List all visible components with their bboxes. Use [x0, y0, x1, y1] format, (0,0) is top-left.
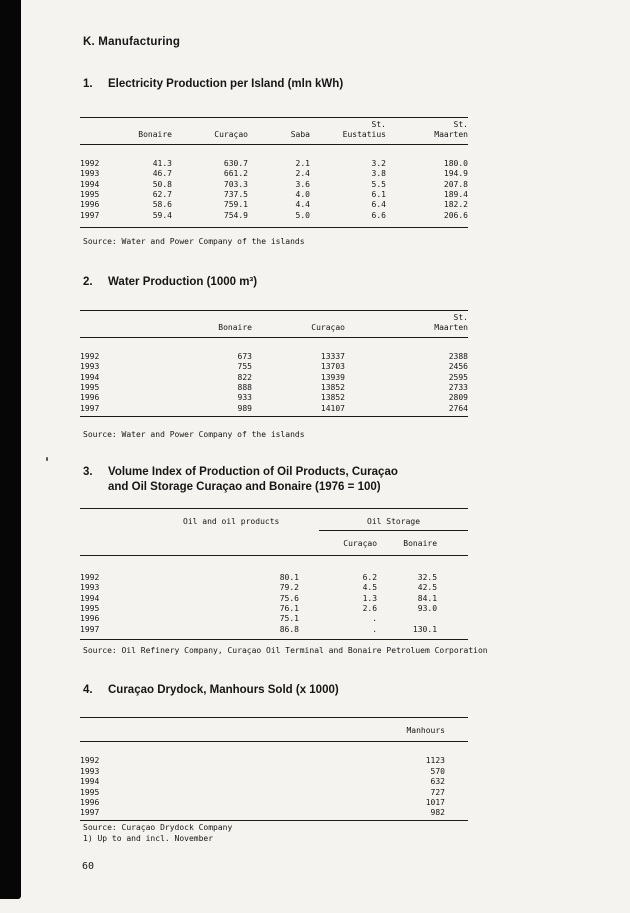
page-number: 60 — [82, 861, 95, 872]
col-header: Bonaire — [132, 323, 252, 337]
spacer-cell — [437, 604, 468, 614]
table-row — [80, 373, 468, 383]
spacer-cell — [80, 718, 132, 742]
col-header: Saba — [248, 130, 310, 144]
table-cell: 59.4 — [152, 210, 172, 220]
table-row — [80, 777, 468, 787]
table-row — [80, 200, 468, 210]
table-cell: 189.4 — [443, 190, 468, 200]
table-cell: 2733 — [448, 383, 468, 393]
table-cell: 822 — [237, 372, 252, 382]
table-row — [80, 190, 468, 200]
section-heading-2 — [83, 275, 257, 290]
table-row — [80, 555, 468, 583]
spacer-cell — [299, 625, 319, 640]
year-cell: 1995 — [80, 604, 100, 614]
header-row — [80, 130, 468, 144]
spacer-cell — [299, 594, 319, 604]
col-header-top: St. — [453, 120, 468, 129]
table-electricity-production — [80, 117, 468, 228]
year-cell: 1992 — [80, 351, 100, 361]
spacer-cell — [299, 614, 319, 624]
spacer-cell — [80, 531, 319, 555]
table-row — [80, 583, 468, 593]
table-cell: 42.5 — [417, 583, 438, 593]
table-cell: 989 — [237, 403, 252, 413]
table-cell: 933 — [237, 393, 252, 403]
group-header-row — [80, 509, 468, 531]
section-number: 4. — [83, 684, 93, 696]
table-row — [80, 404, 468, 417]
table-row — [80, 614, 468, 624]
table-cell: 755 — [237, 362, 252, 372]
table-row — [80, 808, 468, 820]
table-cell: 75.6 — [279, 593, 299, 603]
col-header-top — [132, 311, 252, 324]
table-source: Source: Water and Power Company of the islands — [83, 237, 305, 246]
col-header: Maarten — [345, 323, 468, 337]
section-title — [108, 465, 398, 495]
year-cell: 1992 — [80, 756, 100, 766]
table-cell: 206.6 — [443, 210, 468, 220]
table-cell: 2764 — [448, 403, 468, 413]
table-cell: 86.8 — [279, 624, 299, 634]
table-cell: 630.7 — [223, 158, 248, 168]
table-cell: . — [372, 614, 378, 624]
spacer-cell — [437, 531, 468, 555]
table-cell: 2.6 — [362, 604, 378, 614]
table-cell: 570 — [430, 766, 445, 776]
table-row — [80, 169, 468, 179]
section-title: Electricity Production per Island (mln kWh) — [108, 78, 344, 90]
year-cell: 1997 — [80, 808, 100, 818]
table-cell: 6.4 — [371, 200, 386, 210]
year-cell: 1995 — [80, 383, 100, 393]
spacer-cell — [445, 718, 468, 742]
scan-edge-bar — [0, 0, 21, 899]
section-title-line1: Volume Index of Production of Oil Products, Curaçao — [108, 466, 398, 478]
year-cell: 1994 — [80, 593, 100, 603]
year-cell: 1992 — [80, 158, 100, 168]
table-cell: 2.4 — [295, 169, 310, 179]
chapter-title: K. Manufacturing — [83, 36, 181, 48]
table-cell: 673 — [237, 351, 252, 361]
spacer-cell — [80, 323, 132, 337]
table-cell: 5.0 — [295, 210, 310, 220]
spacer-cell — [299, 583, 319, 593]
year-cell: 1993 — [80, 583, 100, 593]
table-water-production — [80, 310, 468, 417]
table-cell: 2.1 — [295, 158, 310, 168]
table-cell: 661.2 — [223, 169, 248, 179]
year-cell: 1993 — [80, 766, 100, 776]
col-header: Curaçao — [252, 323, 345, 337]
table-row — [80, 767, 468, 777]
year-cell: 1994 — [80, 372, 100, 382]
year-cell: 1997 — [80, 624, 100, 634]
spacer-cell — [80, 311, 132, 324]
table-cell: 207.8 — [443, 179, 468, 189]
section-title: Curaçao Drydock, Manhours Sold (x 1000) — [108, 684, 339, 696]
table-cell: 737.5 — [223, 190, 248, 200]
table-cell: 1.3 — [362, 593, 378, 603]
year-cell: 1995 — [80, 787, 100, 797]
table-cell: 182.2 — [443, 200, 468, 210]
table-cell: 4.5 — [362, 583, 378, 593]
table-source: Source: Curaçao Drydock Company — [83, 823, 233, 832]
table-row — [80, 788, 468, 798]
table-cell: 2595 — [448, 372, 468, 382]
table-cell: 727 — [430, 787, 445, 797]
header-row — [80, 531, 468, 555]
table-cell: 80.1 — [279, 572, 299, 582]
year-cell: 1993 — [80, 169, 100, 179]
header-row-top — [80, 311, 468, 324]
spacer-cell — [445, 777, 468, 787]
table-cell: 93.0 — [417, 604, 438, 614]
table-cell: 5.5 — [371, 179, 386, 189]
col-header-top — [172, 118, 248, 131]
table-cell: 41.3 — [152, 158, 172, 168]
table-cell: 13852 — [320, 393, 345, 403]
table-row — [80, 337, 468, 362]
table-cell: 4.4 — [295, 200, 310, 210]
spacer-cell — [445, 767, 468, 777]
col-header: Curaçao — [319, 531, 377, 555]
table-footnote: 1) Up to and incl. November — [83, 834, 214, 843]
col-header: Bonaire — [132, 130, 172, 144]
table-cell: 754.9 — [223, 210, 248, 220]
spacer-cell — [445, 798, 468, 808]
table-row — [80, 742, 468, 767]
col-header-top — [248, 118, 310, 131]
table-cell: 2456 — [448, 362, 468, 372]
scan-speck — [46, 457, 48, 461]
table-cell: 13852 — [320, 383, 345, 393]
header-row — [80, 718, 468, 742]
table-cell: 50.8 — [152, 179, 172, 189]
table-row — [80, 180, 468, 190]
table-cell: 32.5 — [417, 572, 438, 582]
table-cell: 1017 — [425, 798, 445, 808]
year-cell: 1995 — [80, 190, 100, 200]
spacer-cell — [80, 130, 132, 144]
table-cell: 6.2 — [362, 572, 378, 582]
year-cell: 1993 — [80, 362, 100, 372]
year-cell: 1992 — [80, 572, 100, 582]
table-row — [80, 604, 468, 614]
section-number: 1. — [83, 78, 93, 90]
table-cell — [377, 614, 437, 624]
year-cell: 1997 — [80, 210, 100, 220]
year-cell: 1996 — [80, 200, 100, 210]
table-row — [80, 393, 468, 403]
table-cell: 2809 — [448, 393, 468, 403]
table-cell: 759.1 — [223, 200, 248, 210]
table-cell: 3.8 — [371, 169, 386, 179]
year-cell: 1994 — [80, 179, 100, 189]
table-row — [80, 594, 468, 604]
table-cell: 703.3 — [223, 179, 248, 189]
year-cell: 1996 — [80, 798, 100, 808]
table-row — [80, 211, 468, 228]
col-header: Curaçao — [172, 130, 248, 144]
col-header-top — [132, 118, 172, 131]
spacer-cell — [445, 808, 468, 820]
col-header: Eustatius — [310, 130, 386, 144]
table-cell: 76.1 — [279, 604, 299, 614]
table-cell: 632 — [430, 777, 445, 787]
spacer-cell — [437, 625, 468, 640]
col-header-top — [252, 311, 345, 324]
col-header: Maarten — [386, 130, 468, 144]
group-header-oil-products: Oil and oil products — [183, 517, 280, 527]
table-row — [80, 798, 468, 808]
table-cell: 2388 — [448, 351, 468, 361]
section-heading-1 — [83, 77, 343, 92]
spacer-cell — [445, 742, 468, 767]
table-cell: 14107 — [320, 403, 345, 413]
header-row — [80, 323, 468, 337]
col-header-top: St. — [453, 313, 468, 322]
group-header-oil-storage: Oil Storage — [319, 509, 468, 531]
table-cell: 13703 — [320, 362, 345, 372]
table-cell: 58.6 — [152, 200, 172, 210]
spacer-cell — [437, 583, 468, 593]
table-cell: . — [372, 624, 378, 634]
table-cell: 3.2 — [371, 158, 386, 168]
year-cell: 1994 — [80, 777, 100, 787]
section-heading-4 — [83, 683, 339, 698]
table-cell: 888 — [237, 383, 252, 393]
year-cell: 1996 — [80, 614, 100, 624]
table-cell: 3.6 — [295, 179, 310, 189]
table-cell: 13939 — [320, 372, 345, 382]
year-cell: 1996 — [80, 393, 100, 403]
section-heading-3 — [83, 465, 398, 495]
table-cell: 130.1 — [412, 624, 438, 634]
table-cell: 6.1 — [371, 190, 386, 200]
table-oil-volume-index — [80, 508, 468, 640]
table-cell: 982 — [430, 808, 445, 818]
spacer-cell — [437, 594, 468, 604]
table-row — [80, 144, 468, 169]
section-number: 2. — [83, 276, 93, 288]
spacer-cell — [445, 788, 468, 798]
spacer-cell — [299, 604, 319, 614]
section-title: Water Production (1000 m³) — [108, 276, 258, 288]
spacer-cell — [437, 555, 468, 583]
spacer-cell — [437, 614, 468, 624]
table-cell: 62.7 — [152, 190, 172, 200]
table-row — [80, 362, 468, 372]
table-cell: 6.6 — [371, 210, 386, 220]
table-drydock-manhours — [80, 717, 468, 821]
table-row — [80, 383, 468, 393]
table-source: Source: Oil Refinery Company, Curaçao Oil Terminal and Bonaire Petroluem Corporation — [83, 646, 488, 655]
section-title-line2: and Oil Storage Curaçao and Bonaire (1976 = 100) — [108, 481, 381, 493]
table-cell: 46.7 — [152, 169, 172, 179]
table-cell: 84.1 — [417, 593, 438, 603]
col-header: Manhours — [132, 718, 445, 742]
table-source: Source: Water and Power Company of the islands — [83, 430, 305, 439]
table-cell: 79.2 — [279, 583, 299, 593]
year-cell: 1997 — [80, 403, 100, 413]
spacer-cell — [299, 555, 319, 583]
table-cell: 4.0 — [295, 190, 310, 200]
table-cell: 180.0 — [443, 158, 468, 168]
col-header-top: St. — [371, 120, 386, 129]
table-cell: 13337 — [320, 351, 345, 361]
col-header: Bonaire — [377, 531, 437, 555]
table-cell: 194.9 — [443, 169, 468, 179]
table-cell: 1123 — [425, 756, 445, 766]
table-cell: 75.1 — [279, 614, 299, 624]
spacer-cell — [80, 118, 132, 131]
section-number: 3. — [83, 466, 93, 478]
header-row-top — [80, 118, 468, 131]
table-row — [80, 625, 468, 640]
